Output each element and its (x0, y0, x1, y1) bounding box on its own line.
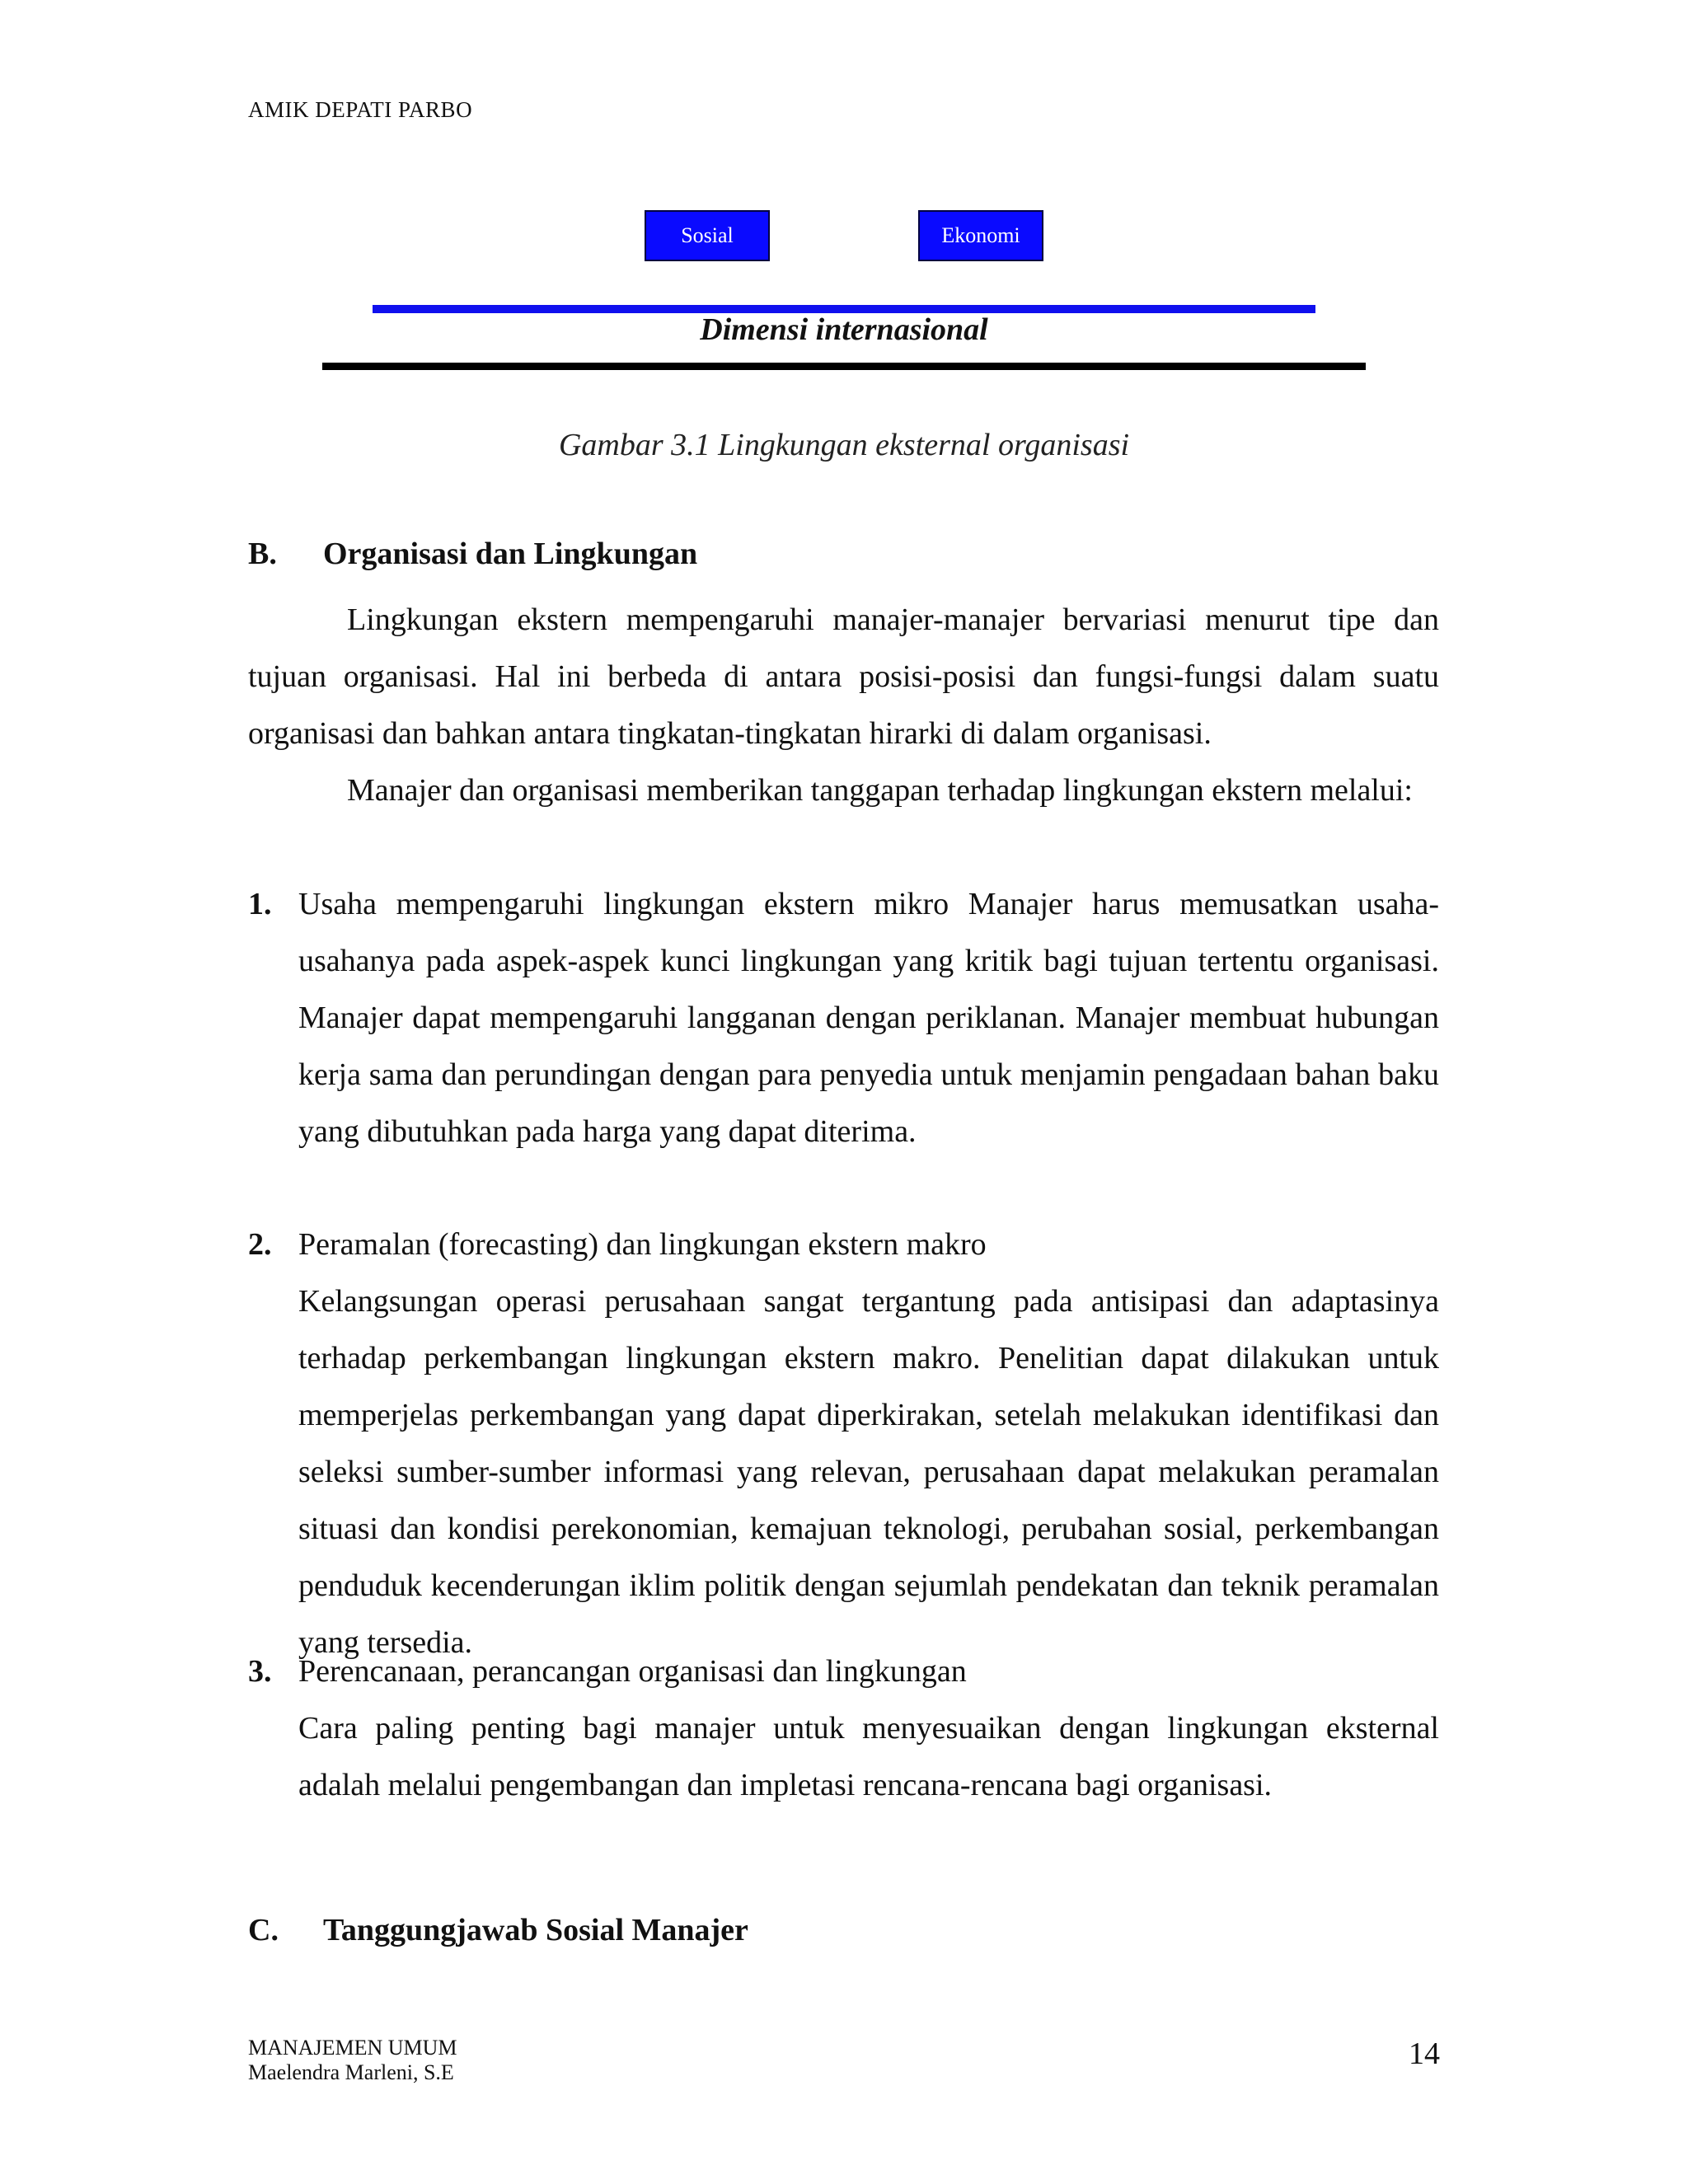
list-item-3-body: Cara paling penting bagi manajer untuk menyesuaikan dengan lingkungan eksternal adalah melalui pengembangan dan impletasi rencana-rencana bagi organisasi. (298, 1711, 1439, 1802)
section-b-title: Organisasi dan Lingkungan (323, 537, 698, 571)
figure-black-line (322, 363, 1366, 370)
footer-info (248, 2036, 457, 2085)
section-c-letter: C. (248, 1913, 279, 1947)
list-item-2-body: Kelangsungan operasi perusahaan sangat tergantung pada antisipasi dan adaptasinya terhadap perkembangan lingkungan ekstern makro. Penelitian dapat dilakukan untuk memperjelas perkembangan yang dapat diperkirakan, setelah melakukan identifikasi dan seleksi sumber-sumber informasi yang relevan, perusahaan dapat melakukan peramalan situasi dan kondisi perekonomian, kemajuan teknologi, perubahan sosial, perkembangan penduduk kecenderungan iklim politik dengan sejumlah pendekatan dan teknik peramalan yang tersedia. (298, 1284, 1439, 1660)
page-number: 14 (1409, 2036, 1440, 2071)
list-item-1-body: Usaha mempengaruhi lingkungan ekstern mikro Manajer harus memusatkan usaha-usahanya pada aspek-aspek kunci lingkungan yang kritik bagi tujuan tertentu organisasi. Manajer dapat mempengaruhi langganan dengan periklanan. Manajer membuat hubungan kerja sama dan perundingan dengan para penyedia untuk menjamin pengadaan bahan baku yang dibutuhkan pada harga yang dapat diterima. (298, 887, 1439, 1149)
footer-course: MANAJEMEN UMUM (248, 2036, 457, 2060)
figure-dimension-label: Dimensi internasional (700, 312, 988, 347)
header-organization: AMIK DEPATI PARBO (248, 97, 473, 122)
footer-author: Maelendra Marleni, S.E (248, 2060, 454, 2084)
figure-caption: Gambar 3.1 Lingkungan eksternal organisasi (558, 428, 1130, 462)
section-c-title: Tanggungjawab Sosial Manajer (323, 1913, 748, 1947)
section-b-letter: B. (248, 537, 277, 571)
figure-box-ekonomi: Ekonomi (918, 210, 1043, 261)
figure-box-sosial: Sosial (645, 210, 770, 261)
list-item-3-number: 3. (248, 1654, 272, 1689)
list-item-2-number: 2. (248, 1227, 272, 1262)
list-item-2-title: Peramalan (forecasting) dan lingkungan ekstern makro (298, 1227, 987, 1262)
section-b-paragraph-1: Lingkungan ekstern mempengaruhi manajer-manajer bervariasi menurut tipe dan tujuan organisasi. Hal ini berbeda di antara posisi-posisi dan fungsi-fungsi dalam suatu organisasi dan bahkan antara tingkatan-tingkatan hirarki di dalam organisasi. (248, 602, 1439, 751)
list-item-3-title: Perencanaan, perancangan organisasi dan lingkungan (298, 1654, 967, 1689)
section-b-paragraph-2: Manajer dan organisasi memberikan tanggapan terhadap lingkungan ekstern melalui: (347, 773, 1413, 808)
list-item-1-number: 1. (248, 887, 272, 921)
